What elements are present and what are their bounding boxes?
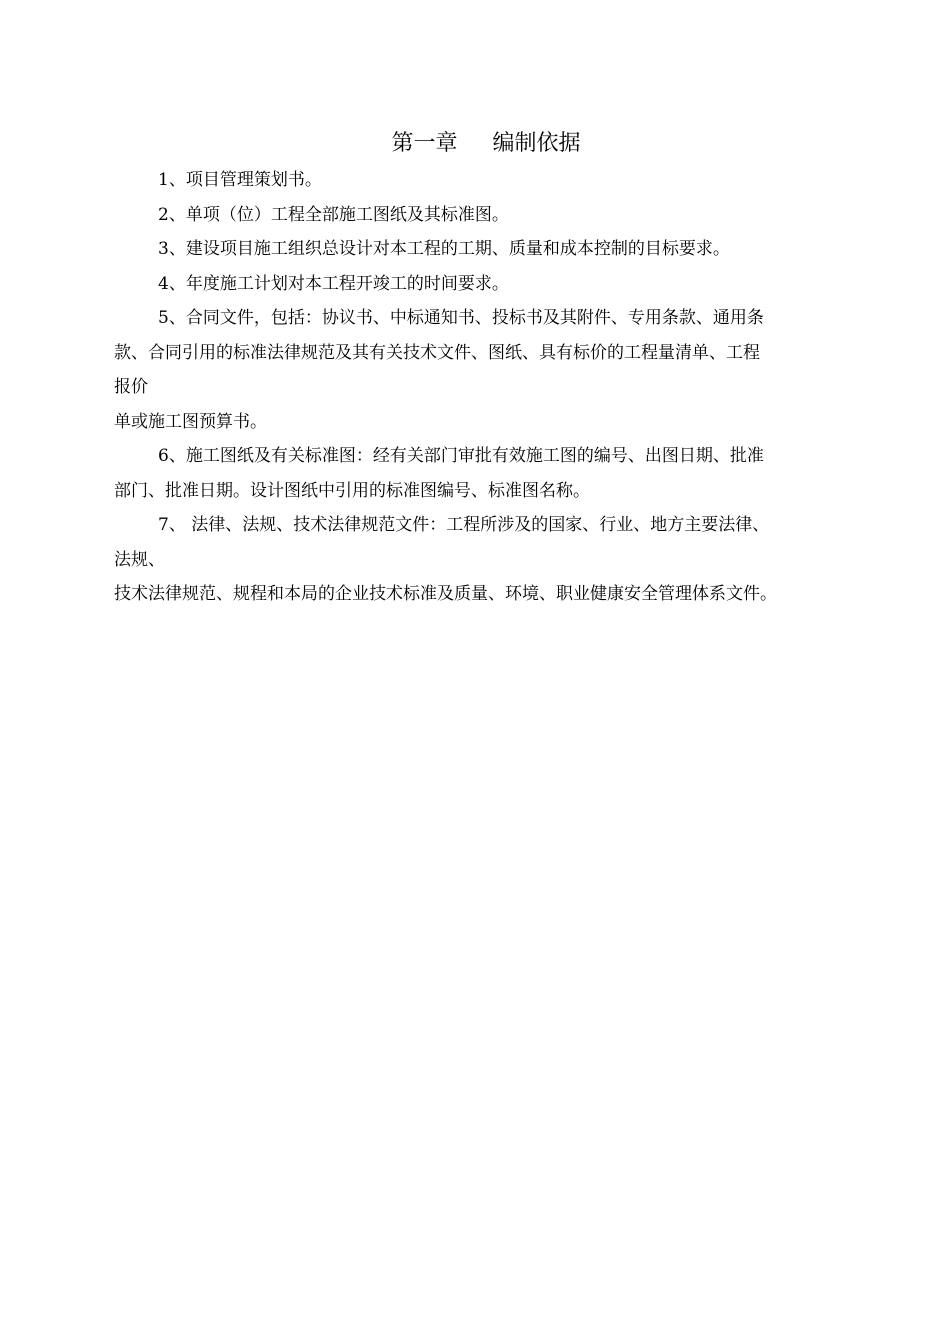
item-7-line-1: 7、 法律、法规、技术法律规范文件：工程所涉及的国家、行业、地方主要法律、 xyxy=(158,515,770,535)
item-5-line-1: 5、合同文件，包括：协议书、中标通知书、投标书及其附件、专用条款、通用条 xyxy=(158,308,764,328)
item-5-line-4: 单或施工图预算书。 xyxy=(114,411,267,432)
item-7-line-2: 法规、 xyxy=(114,549,165,570)
item-5-line-2: 款、合同引用的标准法律规范及其有关技术文件、图纸、具有标价的工程量清单、工程 xyxy=(114,342,760,363)
item-5-line-3: 报价 xyxy=(114,377,148,397)
item-3: 3、建设项目施工组织总设计对本工程的工期、质量和成本控制的目标要求。 xyxy=(158,239,730,259)
item-7-line-3: 技术法律规范、规程和本局的企业技术标准及质量、环境、职业健康安全管理体系文件。 xyxy=(114,584,777,604)
item-2: 2、单项（位）工程全部施工图纸及其标准图。 xyxy=(158,204,509,225)
chapter-title: 第一章 编制依据 xyxy=(391,131,581,156)
item-6-line-2: 部门、批准日期。设计图纸中引用的标准图编号、标准图名称。 xyxy=(114,480,590,501)
item-1: 1、项目管理策划书。 xyxy=(158,170,322,190)
document-body xyxy=(114,163,864,612)
item-6-line-1: 6、施工图纸及有关标准图：经有关部门审批有效施工图的编号、出图日期、批准 xyxy=(158,446,764,466)
item-4: 4、年度施工计划对本工程开竣工的时间要求。 xyxy=(158,273,509,294)
